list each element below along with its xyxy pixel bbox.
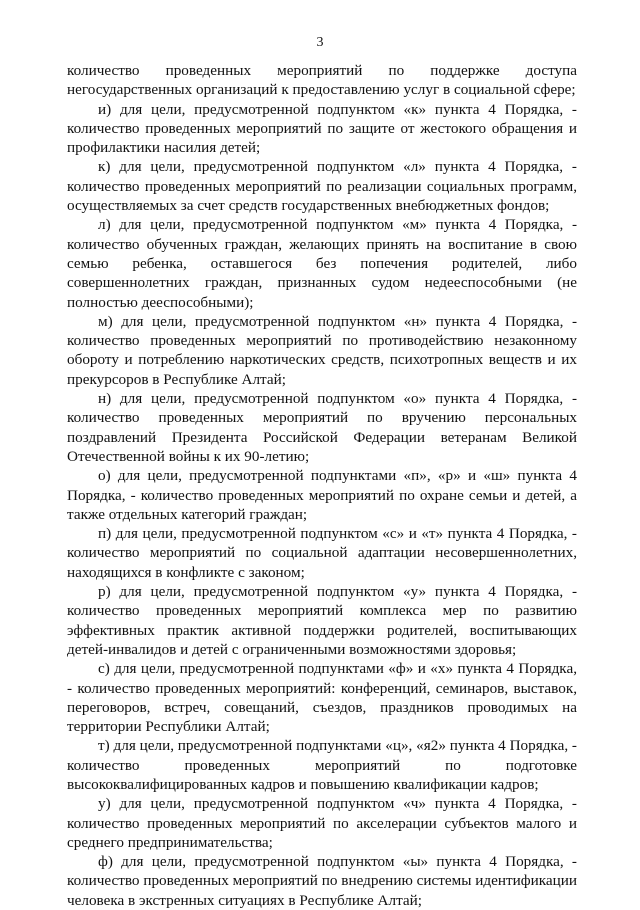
paragraph-item-i: и) для цели, предусмотренной подпунктом «к» пункта 4 Порядка, - количество проведенных мероприятий по защите от жестокого обращения и профилактики насилия детей; — [67, 100, 577, 157]
paragraph-item-t: т) для цели, предусмотренной подпунктами «ц», «я2» пункта 4 Порядка, - количество проведенных мероприятий по подготовке высококвалифицированных кадров и повышению квалификации кадров; — [67, 737, 577, 793]
page-number: 3 — [316, 35, 324, 50]
paragraph-item-f: ф) для цели, предусмотренной подпунктом «ы» пункта 4 Порядка, - количество проведенных мероприятий по внедрению системы идентификации человека в экстренных ситуациях в Республике Алтай; — [67, 853, 577, 909]
paragraph-item-r: р) для цели, предусмотренной подпунктом «у» пункта 4 Порядка, - количество проведенных мероприятий комплекса мер по развитию эффективных практик активной поддержки родителей, воспитывающих детей-инвалидов и детей с ограниченными возможностями здоровья; — [67, 583, 577, 658]
paragraph-item-n: н) для цели, предусмотренной подпунктом «о» пункта 4 Порядка, - количество проведенных мероприятий по вручению персональных поздравлений Президента Российской Федерации ветеранам Великой Отечественной войны к их 90-летию; — [67, 390, 577, 465]
paragraph-item-p: п) для цели, предусмотренной подпунктом «с» и «т» пункта 4 Порядка, - количество мероприятий по социальной адаптации несовершеннолетних, находящихся в конфликте с законом; — [67, 525, 577, 581]
paragraph-item-s: с) для цели, предусмотренной подпунктами «ф» и «х» пункта 4 Порядка, - количество проведенных мероприятий: конференций, семинаров, выставок, переговоров, встреч, совещаний, съездов, праздников проводимых на территории Республики Алтай; — [67, 660, 577, 736]
paragraph-item-u: у) для цели, предусмотренной подпунктом «ч» пункта 4 Порядка, - количество проведенных мероприятий по акселерации субъектов малого и среднего предпринимательства; — [67, 795, 577, 851]
paragraph-item-m: м) для цели, предусмотренной подпунктом «н» пункта 4 Порядка, - количество проведенных мероприятий по противодействию незаконному обороту и потреблению наркотических средств, психотропных веществ и их прекурсоров в Республике Алтай; — [67, 312, 577, 388]
paragraph-item-k: к) для цели, предусмотренной подпунктом «л» пункта 4 Порядка, - количество проведенных мероприятий по реализации социальных программ, осуществляемых за счет средств государственных внебюджетных фондов; — [67, 158, 577, 215]
paragraph-item-l: л) для цели, предусмотренной подпунктом «м» пункта 4 Порядка, - количество обученных граждан, желающих принять на воспитание в свою семью ребенка, оставшегося без попечения родителей, либо совершеннолетних граждан, признанных судом недееспособными (не полностью дееспособными); — [67, 216, 577, 311]
document-body — [67, 61, 577, 910]
paragraph-item-o: о) для цели, предусмотренной подпунктами «п», «р» и «ш» пункта 4 Порядка, - количество проведенных мероприятий по охране семьи и детей, а также отдельных категорий граждан; — [67, 467, 577, 523]
paragraph-continuation: количество проведенных мероприятий по поддержке доступа негосударственных организаций к предоставлению услуг в социальной сфере; — [67, 62, 577, 99]
